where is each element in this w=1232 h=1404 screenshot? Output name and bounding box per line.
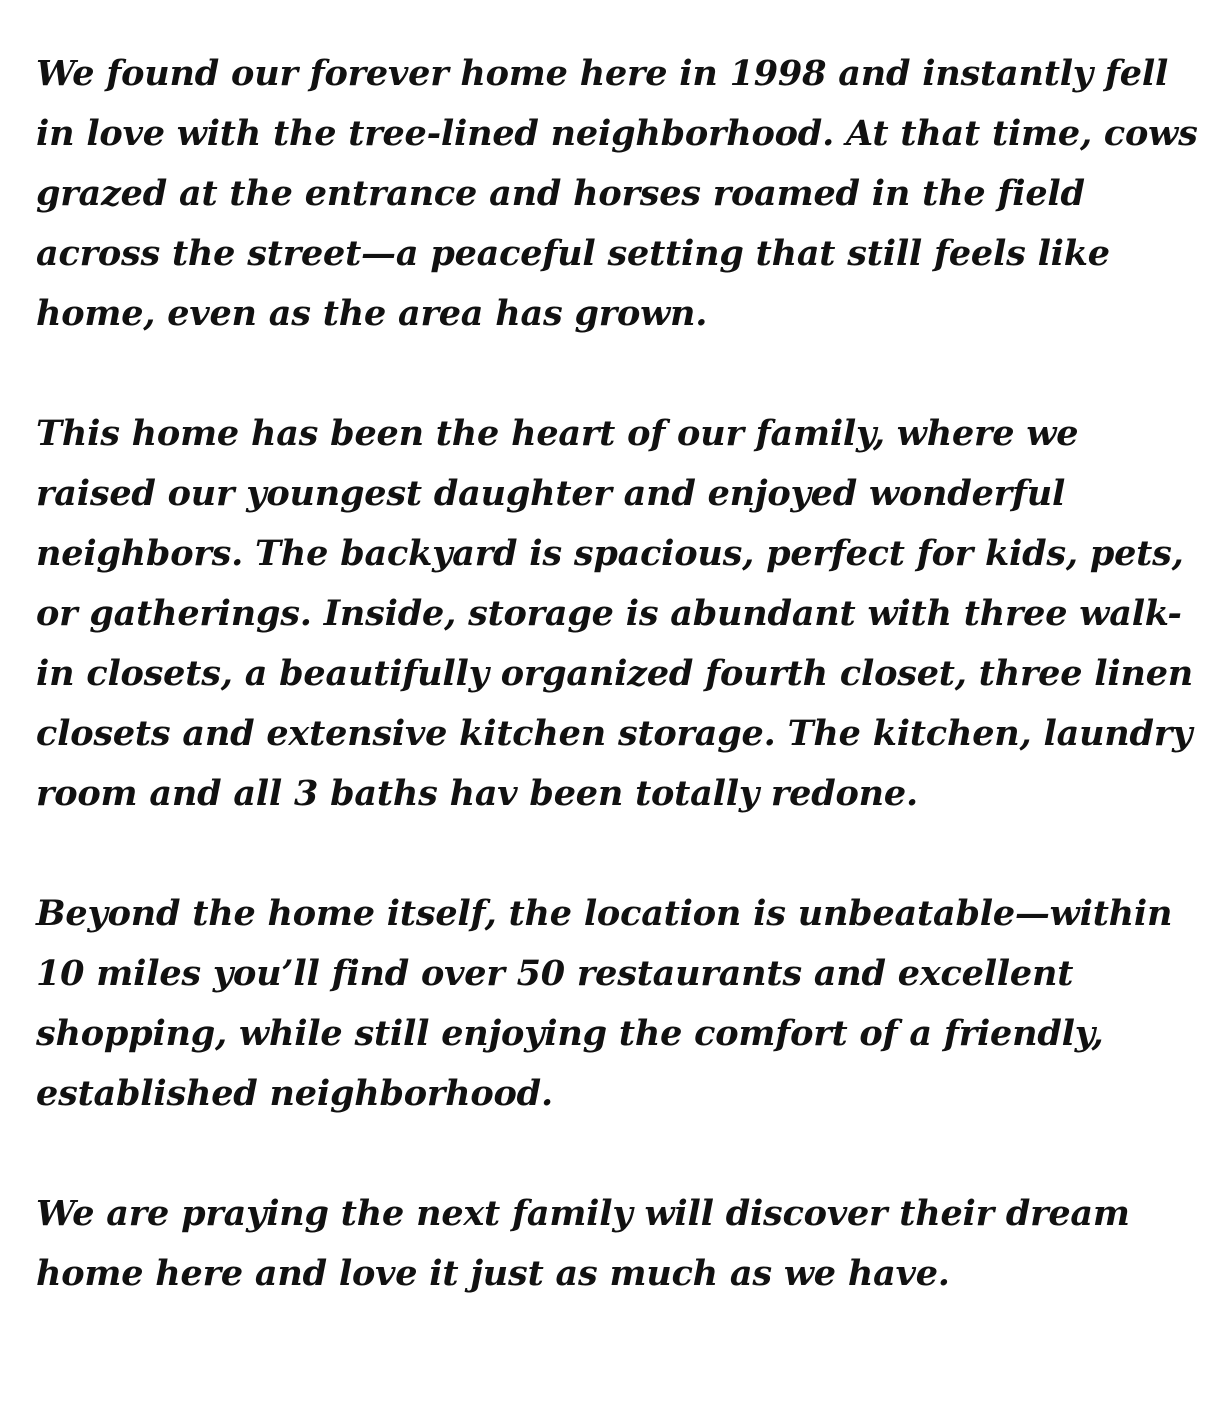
- paragraph-closing: We are praying the next family will discover their dream home here and love it just as much as we have.: [36, 1193, 1130, 1294]
- paragraph-home-features: This home has been the heart of our family, where we raised our youngest daughter and enjoyed wonderful neighbors. The backyard is spacious, perfect for kids, pets, or gatherings. Inside, storage is abundant with three walk-in closets, a beautifully organized fourth closet, three linen closets and extensive kitchen storage. The kitchen, laundry room and all 3 baths hav been totally redone.: [36, 413, 1194, 814]
- seller-letter: [36, 44, 1206, 1304]
- paragraph-location: Beyond the home itself, the location is unbeatable—within 10 miles you’ll find over 50 restaurants and excellent shopping, while still enjoying the comfort of a friendly, established neighborhood.: [36, 893, 1173, 1114]
- paragraph-history: We found our forever home here in 1998 and instantly fell in love with the tree-lined neighborhood. At that time, cows grazed at the entrance and horses roamed in the field across the street—a peaceful setting that still feels like home, even as the area has grown.: [36, 53, 1198, 334]
